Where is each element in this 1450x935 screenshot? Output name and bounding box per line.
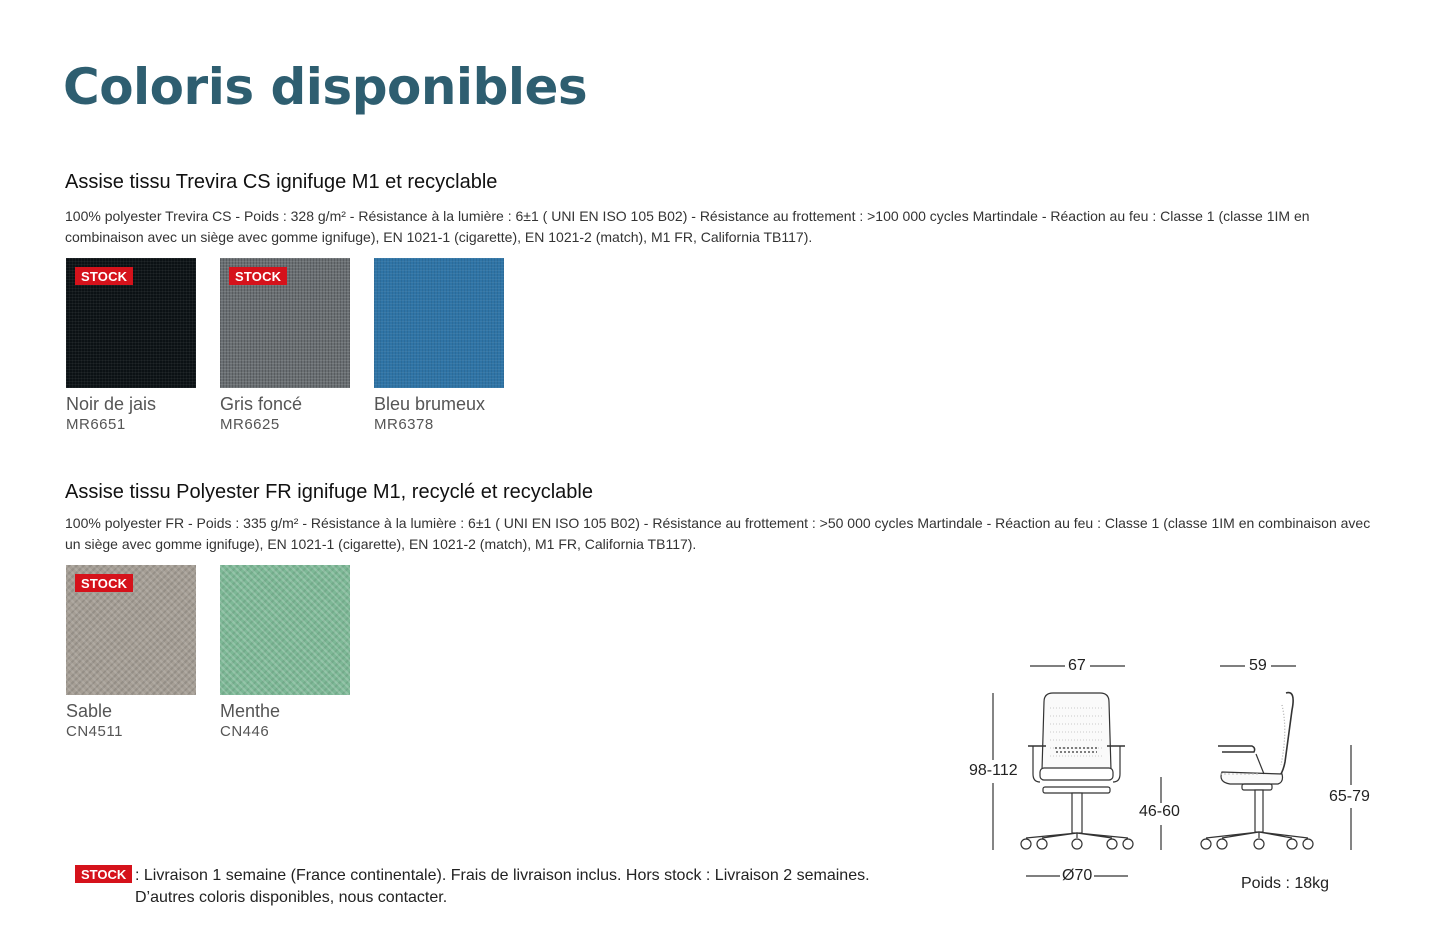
swatch-image[interactable]	[220, 258, 350, 388]
swatch-code: CN446	[220, 723, 270, 740]
swatch-image[interactable]	[66, 258, 196, 388]
swatch-image[interactable]	[220, 565, 350, 695]
swatch-name: Sable	[66, 701, 113, 721]
swatch-sable[interactable]	[66, 565, 196, 740]
dim-armrest-height-label: 65-79	[1329, 788, 1370, 805]
footer-stock-badge: STOCK	[75, 865, 132, 883]
dim-height-label: 98-112	[969, 762, 1018, 779]
stock-badge: STOCK	[75, 267, 133, 285]
swatch-name: Menthe	[220, 701, 281, 721]
swatch-noir-de-jais[interactable]	[66, 258, 196, 433]
dim-width-label: 67	[1068, 657, 1086, 674]
dim-seat-height-label: 46-60	[1139, 803, 1180, 820]
section-title-polyester-fr: Assise tissu Polyester FR ignifuge M1, recyclé et recyclable	[65, 481, 593, 503]
swatch-bleu-brumeux[interactable]	[374, 258, 504, 433]
stock-badge: STOCK	[75, 574, 133, 592]
footer-line-1: : Livraison 1 semaine (France continentale). Frais de livraison inclus. Hors stock : Livraison 2 semaines.	[135, 867, 870, 884]
chair-dimension-drawing	[960, 650, 1380, 900]
section-description-polyester-fr: 100% polyester FR - Poids : 335 g/m² - Résistance à la lumière : 6±1 ( UNI EN ISO 105 B02) - Résistance au frottement : >50 000 cycles Martindale - Réaction au feu : Classe 1 (classe 1IM en combinaison avec un siège avec gomme ignifuge), EN 1021-1 (cigarette), EN 1021-2 (match), M1 FR, California TB117).	[65, 515, 1371, 552]
swatch-code: MR6625	[220, 416, 280, 433]
swatch-image[interactable]	[66, 565, 196, 695]
swatch-menthe[interactable]	[220, 565, 350, 740]
chair-side-view	[1201, 693, 1313, 849]
swatch-image[interactable]	[374, 258, 504, 388]
stock-badge: STOCK	[229, 267, 287, 285]
section-description-trevira: 100% polyester Trevira CS - Poids : 328 g/m² - Résistance à la lumière : 6±1 ( UNI EN ISO 105 B02) - Résistance au frottement : >100 000 cycles Martindale - Réaction au feu : Classe 1 (classe 1IM en combinaison avec un siège avec gomme ignifuge), EN 1021-1 (cigarette), EN 1021-2 (match), M1 FR, California TB117).	[65, 208, 1310, 245]
swatch-gris-fonce[interactable]	[220, 258, 350, 433]
swatch-code: MR6651	[66, 416, 126, 433]
swatch-name: Bleu brumeux	[374, 394, 486, 414]
swatch-name: Gris foncé	[220, 394, 303, 414]
footer-note	[135, 865, 870, 909]
dim-depth-label: 59	[1249, 657, 1267, 674]
chair-front-view	[1021, 693, 1133, 849]
footer-line-2: D’autres coloris disponibles, nous contacter.	[135, 889, 448, 906]
section-title-trevira: Assise tissu Trevira CS ignifuge M1 et recyclable	[65, 171, 498, 193]
swatch-code: CN4511	[66, 723, 123, 740]
swatch-code: MR6378	[374, 416, 434, 433]
page-title: Coloris disponibles	[63, 58, 588, 116]
weight-label: Poids : 18kg	[1241, 875, 1330, 892]
dim-base-diameter-label: Ø70	[1062, 867, 1093, 884]
swatch-name: Noir de jais	[66, 394, 157, 414]
